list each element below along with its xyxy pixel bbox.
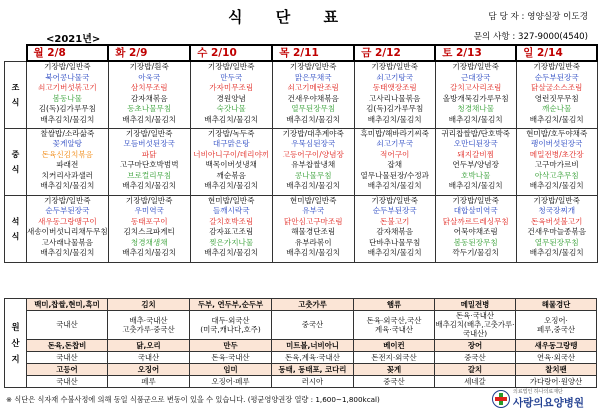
page-title: 식 단 표	[228, 8, 352, 26]
menu-item: 모듬버섯된장국	[123, 139, 175, 149]
logo-name: 사랑의요양병원	[513, 397, 585, 409]
menu-item: 열무나물된장/수정과	[360, 170, 429, 180]
origin-ingredient: 돈육,돈찹비	[27, 339, 108, 351]
hospital-logo	[492, 387, 592, 413]
menu-item: 기장밥/일반죽	[452, 62, 499, 71]
menu-cell	[435, 195, 516, 262]
menu-item: 우묵심된장국	[291, 139, 336, 149]
menu-item: 기장밥/일반죽	[44, 62, 91, 71]
menu-cell	[190, 195, 272, 262]
menu-cell	[108, 61, 190, 128]
menu-item: 순두부된장국	[45, 206, 90, 216]
menu-cell	[516, 61, 597, 128]
menu-item: 찢은가지나물	[209, 237, 254, 247]
menu-item: 브로컬리무침	[127, 170, 172, 180]
origin-ingredient: 베이컨	[354, 339, 435, 351]
menu-item: 유부국	[302, 206, 325, 216]
meal-row-breakfast	[5, 61, 598, 128]
menu-item: 닭살까르드레싱무침	[442, 216, 509, 226]
menu-item: 기장밥/일반죽	[125, 128, 173, 138]
menu-cell	[108, 128, 190, 195]
menu-cell	[27, 195, 109, 262]
contact-info: 문의 사항 : 327-9000(4540)	[473, 32, 588, 42]
menu-item: 배추김치/물김치	[448, 114, 503, 124]
menu-item: 동태포구이	[130, 216, 168, 226]
menu-item: 기장밥/일반죽	[371, 62, 418, 71]
meal-label-dinner: 석 식	[5, 195, 27, 262]
menu-item: 배추김치/물김치	[367, 181, 422, 191]
menu-item: 배추김치/물김치	[286, 181, 341, 191]
menu-cell	[516, 128, 597, 195]
menu-item: 깨순볶음	[216, 170, 246, 180]
menu-item: 깍두기/물김치	[452, 248, 499, 258]
menu-item: 닭안심고구마조림	[283, 216, 343, 226]
menu-item: 귀리찹쌀밥/단호박죽	[441, 128, 510, 138]
origin-header-row	[5, 363, 597, 375]
menu-item: 연두부/양념장	[452, 160, 499, 170]
menu-item: 기장밥/일반죽	[533, 195, 580, 205]
origin-value: 돈육·외국산,국산 계육·국내산	[354, 311, 435, 340]
menu-item: 호박나물	[461, 170, 491, 180]
menu-cell	[435, 61, 516, 128]
menu-item: 가자미무조림	[209, 83, 254, 93]
menu-item: 열무된장무침	[534, 237, 579, 247]
menu-item: 쇠고기탕국	[376, 72, 414, 82]
day-header-wed: 수 2/10	[190, 45, 272, 61]
menu-item: 기장밥/녹두죽	[207, 128, 255, 138]
origin-ingredient: 오징어	[108, 363, 190, 375]
menu-item: 배추김치/물김치	[204, 248, 259, 258]
origin-value: 오징어· 페루,중국산	[516, 311, 597, 340]
meal-label-lunch: 중 식	[5, 128, 27, 195]
origin-value: 돈육,계육·국내산	[272, 351, 354, 363]
menu-item: 고구마단호박범벅	[119, 160, 179, 170]
origin-ingredient: 장어	[435, 339, 516, 351]
menu-item: 순두부된장국	[372, 206, 417, 216]
menu-item: 고사래나물볶음	[41, 237, 94, 247]
menu-cell	[190, 128, 272, 195]
menu-item: 배추김치/물김치	[204, 181, 259, 191]
menu-item: 아욱국	[138, 72, 161, 82]
menu-item: 돈육버섯불고기	[531, 216, 583, 226]
origin-body	[5, 299, 597, 388]
meal-row-dinner	[5, 195, 598, 262]
menu-item: 배추김치/물김치	[40, 114, 95, 124]
menu-item: 흑미밥/해바라기씨죽	[360, 128, 429, 138]
origin-ingredient: 백미,찹쌀,현미,흑미	[27, 299, 108, 311]
menu-item: 기장밥/흰죽	[129, 62, 169, 71]
origin-value: 국내산	[27, 375, 108, 387]
origin-value-row	[5, 351, 597, 363]
origin-ingredient: 새우동그랑땡	[516, 339, 597, 351]
origin-ingredient: 꽂게	[354, 363, 435, 375]
menu-cell	[272, 195, 354, 262]
menu-item: 배추김치/물김치	[286, 114, 341, 124]
menu-item: 청경채생채	[130, 237, 168, 247]
menu-item: 감자채볶음	[130, 93, 168, 103]
day-header-row	[5, 45, 598, 61]
origin-value: 배추·국내산 고춧가루·중국산	[108, 311, 190, 340]
origin-ingredient: 고등어	[27, 363, 108, 375]
menu-item: 적어구이	[380, 149, 410, 159]
origin-ingredient: 해물경단	[516, 299, 597, 311]
menu-item: 메밀전병/초간장	[529, 149, 584, 159]
menu-item: 청경채나물	[457, 104, 495, 114]
menu-item: 배추김치/물김치	[122, 248, 177, 258]
origin-value: 오징어·페루	[190, 375, 272, 387]
corner-cell	[5, 45, 27, 61]
origin-ingredient: 햄류	[354, 299, 435, 311]
origin-value: 가다랑어·원양산	[516, 375, 597, 387]
origin-value: 페루	[108, 375, 190, 387]
day-header-fri: 금 2/12	[354, 45, 435, 61]
origin-value: 중국산	[435, 351, 516, 363]
menu-item: 콩나물무침	[294, 170, 332, 180]
menu-item: 경원양념	[216, 93, 246, 103]
logo-subtitle: 의료법인 하나의료재단	[513, 389, 563, 395]
menu-item: 김(독)김가루무침	[38, 104, 96, 114]
menu-item: 기장밥/일반죽	[44, 195, 91, 205]
meal-table	[4, 44, 598, 263]
menu-item: 단바추나물무침	[369, 237, 421, 247]
menu-item: 갈치호박조림	[209, 216, 254, 226]
menu-item: 열무된장무침	[291, 104, 336, 114]
menu-item: 아삭고추무침	[534, 170, 579, 180]
menu-cell	[190, 61, 272, 128]
menu-item: 배추김치/물김치	[286, 248, 341, 258]
menu-item: 고사리나물볶음	[369, 93, 421, 103]
menu-item: 건새우야채볶음	[287, 93, 339, 103]
menu-item: 기장밥/일반죽	[289, 62, 337, 71]
menu-cell	[272, 61, 354, 128]
menu-item: 찰쌀밥/소라삶죽	[40, 128, 95, 138]
menu-item: 고등어구이/양념장	[282, 149, 344, 159]
menu-item: 김치스크파게티	[123, 227, 175, 237]
origin-value: 중국산	[354, 375, 435, 387]
menu-item: 돈불고기	[380, 216, 410, 226]
menu-item: 동초나물무침	[127, 104, 172, 114]
menu-item: 대합살미역국	[453, 206, 498, 216]
menu-item: 쇠고기메란조림	[287, 83, 339, 93]
origin-side-label: 원 산 지	[5, 299, 27, 388]
menu-item: 배추김치/물김치	[367, 114, 422, 124]
menu-item: 기장밥/일반죽	[371, 195, 418, 205]
menu-item: 맑은무채국	[294, 72, 332, 82]
origin-ingredient: 닭,오리	[108, 339, 190, 351]
menu-item: 잡채	[387, 160, 403, 170]
manager-info: 담 당 자 : 영양실장 이도경	[488, 12, 588, 22]
menu-item: 어묵야채조림	[453, 227, 498, 237]
footer-note: ※ 식단은 식자재 수불사정에 의해 동일 식품군으로 변동이 있을 수 있습니다. (평균영양권장 열량 : 1,600~1,800kcal)	[6, 395, 380, 404]
menu-item: 현미밥/일반죽	[289, 195, 337, 205]
menu-item: 백목이버섯냉채	[205, 160, 257, 170]
menu-item: 근대장국	[461, 72, 491, 82]
menu-cell	[108, 195, 190, 262]
menu-item: 기장밥/일반죽	[125, 195, 173, 205]
menu-item: 현미밥/일반죽	[207, 195, 255, 205]
menu-item: 쇠고기버섯볶고기	[38, 83, 97, 93]
menu-item: 동태앳장조림	[372, 83, 417, 93]
origin-ingredient: 김치	[108, 299, 190, 311]
year-label: <2021년>	[46, 34, 101, 45]
menu-cell	[435, 128, 516, 195]
menu-item: 숙갓나물	[216, 104, 246, 114]
menu-item: 유부찹쌀냉채	[291, 160, 336, 170]
menu-item: 삼치무조림	[130, 83, 168, 93]
origin-table	[4, 298, 597, 388]
menu-item: 꽃게알탕	[52, 139, 83, 149]
menu-item: 대구맑은탕	[212, 139, 250, 149]
menu-cell	[272, 128, 354, 195]
menu-item: 배추김치/물김치	[448, 181, 503, 191]
origin-value: 돈육·국내산	[190, 351, 272, 363]
menu-item: 유부라볶이	[294, 237, 332, 247]
meal-row-lunch	[5, 128, 598, 195]
menu-cell	[354, 128, 435, 195]
origin-value: 국내산	[27, 311, 108, 340]
menu-item: 배추김치/물김치	[367, 248, 422, 258]
day-header-sat: 토 2/13	[435, 45, 516, 61]
day-header-tue: 화 2/9	[108, 45, 190, 61]
origin-value: 국내산	[108, 351, 190, 363]
origin-value-row	[5, 311, 597, 340]
origin-value: 세네갈	[435, 375, 516, 387]
menu-item: 배추김치/물김치	[122, 114, 177, 124]
menu-item: 김(독)김가루무침	[366, 104, 424, 114]
menu-item: 봄동나물	[52, 93, 83, 103]
menu-item: 배추김치/물김치	[529, 114, 584, 124]
origin-header-row	[5, 299, 597, 311]
menu-item: 새우동그랑땡구이	[38, 216, 97, 226]
menu-item: 새송이버섯니리채두무침	[27, 227, 108, 237]
menu-item: 올방개묵김가루무침	[442, 93, 509, 103]
origin-ingredient: 미트볼,너비아니	[272, 339, 354, 351]
menu-item: 배추김치/물김치	[40, 248, 95, 258]
menu-item: 기장밥/일반죽	[452, 195, 499, 205]
menu-item: 봄동된장무침	[453, 237, 498, 247]
menu-item: 배추김치/물김치	[40, 181, 95, 191]
origin-value: 러시아	[272, 375, 354, 387]
menu-item: 깨순나물	[542, 104, 572, 114]
menu-item: 순두부된장국	[534, 72, 579, 82]
menu-item: 돈육신김치볶음	[41, 149, 94, 159]
origin-ingredient: 동태, 동태포, 코다리	[272, 363, 354, 375]
menu-item: 돼지갈비찜	[457, 149, 495, 159]
day-header-mon: 월 2/8	[27, 45, 109, 61]
menu-item: 기장밥/일반죽	[533, 62, 580, 71]
origin-value: 연육·외국산	[516, 351, 597, 363]
menu-item: 닭살굴소스조림	[531, 83, 583, 93]
menu-item: 파닭	[141, 149, 157, 159]
menu-item: 만두국	[220, 72, 243, 82]
menu-cell	[27, 61, 109, 128]
menu-item: 영런짓무무침	[534, 93, 579, 103]
origin-ingredient: 임미	[190, 363, 272, 375]
day-header-thu: 목 2/11	[272, 45, 354, 61]
menu-item: 너비아니구이/데리야끼	[193, 149, 270, 159]
origin-value-row	[5, 375, 597, 387]
menu-item: 기장밥/일반죽	[207, 62, 255, 71]
menu-cell	[354, 61, 435, 128]
meal-label-breakfast: 조 식	[5, 61, 27, 128]
hospital-cross-icon	[492, 390, 510, 408]
menu-item: 배추김치/물김치	[204, 114, 259, 124]
day-header-sun: 일 2/14	[516, 45, 597, 61]
menu-cell	[516, 195, 597, 262]
menu-item: 치커리사과샐러	[41, 170, 94, 180]
origin-ingredient: 메밀전병	[435, 299, 516, 311]
menu-item: 파래전	[56, 160, 79, 170]
menu-item: 배추김치/물김치	[529, 181, 584, 191]
menu-item: 오만디된장국	[453, 139, 498, 149]
menu-item: 갈치고사리조림	[450, 83, 502, 93]
menu-cell	[354, 195, 435, 262]
menu-cell	[27, 128, 109, 195]
menu-item: 감자채볶음	[376, 227, 414, 237]
origin-value: 돈전지·외국산	[354, 351, 435, 363]
origin-value: 국내산	[27, 351, 108, 363]
menu-item: 고구마가르비	[534, 160, 579, 170]
origin-ingredient: 갈치	[435, 363, 516, 375]
menu-item: 청국장찌개	[538, 206, 576, 216]
menu-item: 북어콩나물국	[45, 72, 90, 82]
menu-item: 기장밥/대추계야죽	[282, 128, 344, 138]
origin-ingredient: 찰치팬	[516, 363, 597, 375]
origin-ingredient: 고춧가루	[272, 299, 354, 311]
origin-ingredient: 만두	[190, 339, 272, 351]
menu-item: 배추김치/물김치	[529, 248, 584, 258]
origin-value: 대두·외국산 (미국,캐나다,호주)	[190, 311, 272, 340]
menu-item: 현미밥/호두야채죽	[526, 128, 588, 138]
menu-item: 우미역국	[134, 206, 164, 216]
menu-item: 팽이버섯된장국	[531, 139, 583, 149]
menu-item: 건새우마늘종볶음	[527, 227, 587, 237]
menu-item: 감자표고조림	[209, 227, 254, 237]
origin-ingredient: 두부, 연두부,순두부	[190, 299, 272, 311]
origin-header-row	[5, 339, 597, 351]
origin-value: 중국산	[272, 311, 354, 340]
origin-value: 돈육·국내산 배추김치(배추,고춧가루·국내산)	[435, 311, 515, 339]
menu-item: 쇠고기무국	[376, 139, 414, 149]
menu-item: 들깨시락국	[212, 206, 250, 216]
menu-item: 해물경단조림	[291, 227, 336, 237]
menu-item: 배추김치/물김치	[122, 181, 177, 191]
